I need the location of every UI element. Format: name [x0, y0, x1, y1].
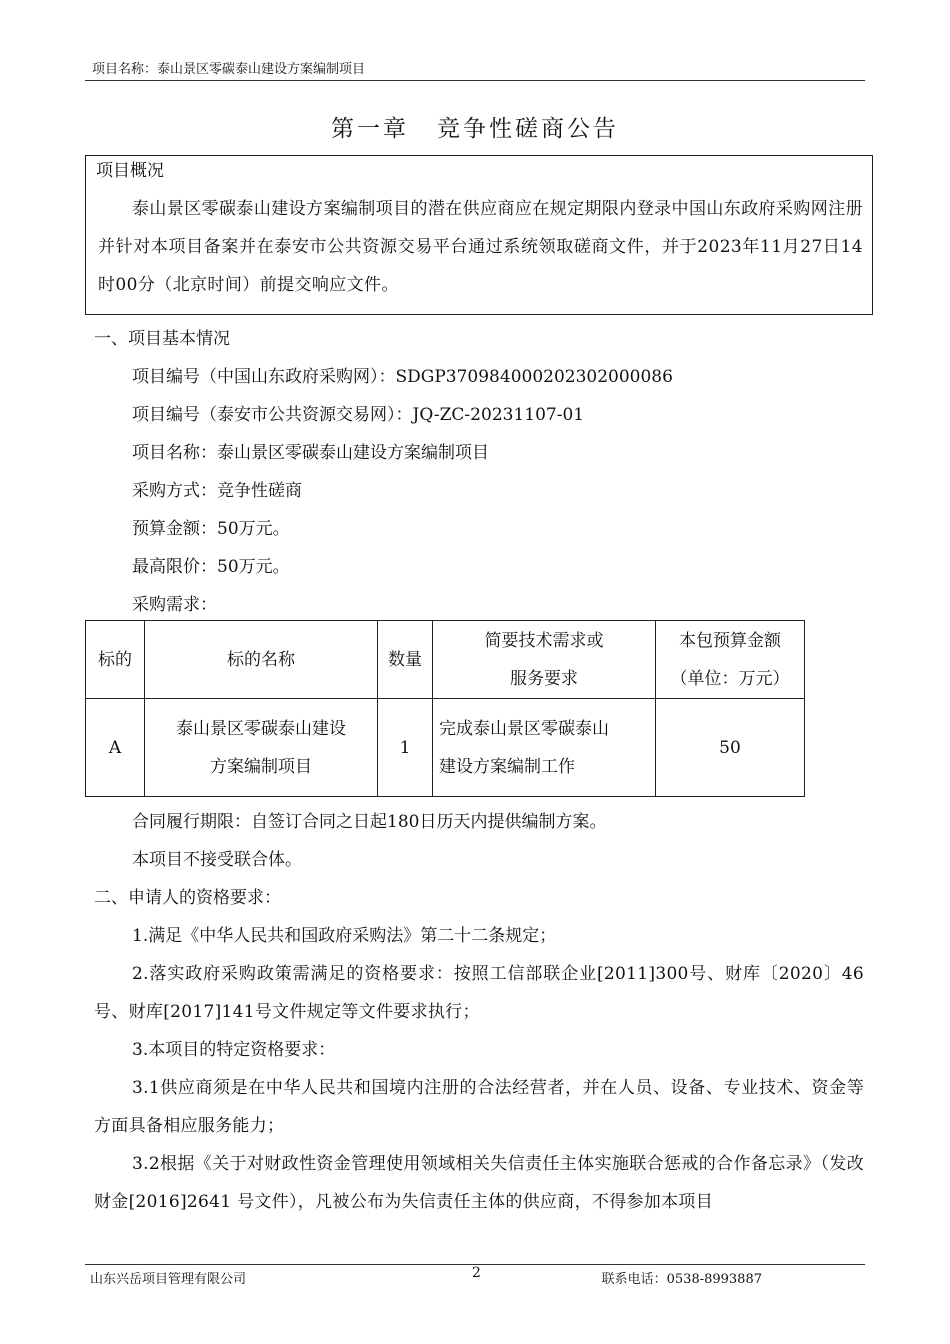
- cell-item-name-line1: 泰山景区零碳泰山建设: [176, 718, 346, 739]
- project-number-taian: 项目编号（泰安市公共资源交易网）：JQ-ZC-20231107-01: [132, 405, 585, 425]
- cell-requirements-line2: 建设方案编制工作: [439, 756, 575, 777]
- qualification-item-3-1: 3.1供应商须是在中华人民共和国境内注册的合法经营者，并在人员、设备、专业技术、资金等方面具备相应服务能力；: [94, 1078, 864, 1136]
- table-row: [86, 699, 805, 797]
- cell-quantity: 1: [378, 699, 433, 797]
- overview-box: [85, 155, 873, 315]
- section2-heading: 二、申请人的资格要求：: [94, 888, 281, 908]
- procurement-method: 采购方式：竞争性磋商: [132, 481, 302, 501]
- th-requirements: [433, 621, 656, 699]
- th-budget-line1: 本包预算金额: [679, 630, 781, 651]
- cell-budget: 50: [656, 699, 805, 797]
- th-budget-line2: （单位：万元）: [670, 668, 790, 689]
- cell-requirements-line1: 完成泰山景区零碳泰山: [439, 718, 609, 739]
- qualification-item-3: 3.本项目的特定资格要求：: [132, 1040, 336, 1060]
- chapter-name: 竞争性磋商公告: [437, 116, 619, 142]
- project-name: 项目名称：泰山景区零碳泰山建设方案编制项目: [132, 443, 489, 463]
- project-number-sdgp: 项目编号（中国山东政府采购网）：SDGP370984000202302000086: [132, 367, 673, 387]
- th-item: 标的: [86, 621, 145, 699]
- th-requirements-line1: 简要技术需求或: [484, 630, 604, 651]
- th-quantity: 数量: [378, 621, 433, 699]
- th-requirements-line2: 服务要求: [510, 668, 578, 689]
- th-budget: [656, 621, 805, 699]
- table-header-row: [86, 621, 805, 699]
- overview-text: 泰山景区零碳泰山建设方案编制项目的潜在供应商应在规定期限内登录中国山东政府采购网注册并针对本项目备案并在泰安市公共资源交易平台通过系统领取磋商文件，并于2023年11月27日14时00分（北京时间）前提交响应文件。: [98, 199, 863, 295]
- cell-item-name: [145, 699, 378, 797]
- chapter-title: [0, 110, 950, 143]
- header-divider: [85, 80, 865, 81]
- page-header: 项目名称：泰山景区零碳泰山建设方案编制项目: [92, 62, 366, 77]
- qualification-item-3-2: 3.2根据《关于对财政性资金管理使用领域相关失信责任主体实施联合惩戒的合作备忘录》（发改财金[2016]2641 号文件），凡被公布为失信责任主体的供应商，不得参加本项目: [94, 1154, 864, 1212]
- cell-item-id: A: [86, 699, 145, 797]
- requirements-table: [85, 620, 805, 797]
- budget-amount: 预算金额：50万元。: [132, 519, 290, 539]
- no-consortium: 本项目不接受联合体。: [132, 850, 302, 870]
- max-price: 最高限价：50万元。: [132, 557, 290, 577]
- footer-contact: 联系电话：0538-8993887: [601, 1272, 762, 1287]
- page-number: 2: [472, 1265, 481, 1281]
- th-item-name: 标的名称: [145, 621, 378, 699]
- cell-item-name-line2: 方案编制项目: [210, 756, 312, 777]
- qualification-item-2: 2.落实政府采购政策需满足的资格要求：按照工信部联企业[2011]300号、财库〔2020〕46 号、财库[2017]141号文件规定等文件要求执行；: [94, 964, 864, 1022]
- procurement-needs-label: 采购需求：: [132, 595, 217, 615]
- cell-requirements: [433, 699, 656, 797]
- footer-company: 山东兴岳项目管理有限公司: [90, 1272, 247, 1287]
- contract-period: 合同履行期限：自签订合同之日起180日历天内提供编制方案。: [132, 812, 607, 832]
- qualification-item-1: 1.满足《中华人民共和国政府采购法》第二十二条规定；: [132, 926, 557, 946]
- section1-heading: 一、项目基本情况: [94, 329, 230, 349]
- chapter-number: 第一章: [331, 116, 409, 142]
- overview-heading: 项目概况: [96, 161, 164, 181]
